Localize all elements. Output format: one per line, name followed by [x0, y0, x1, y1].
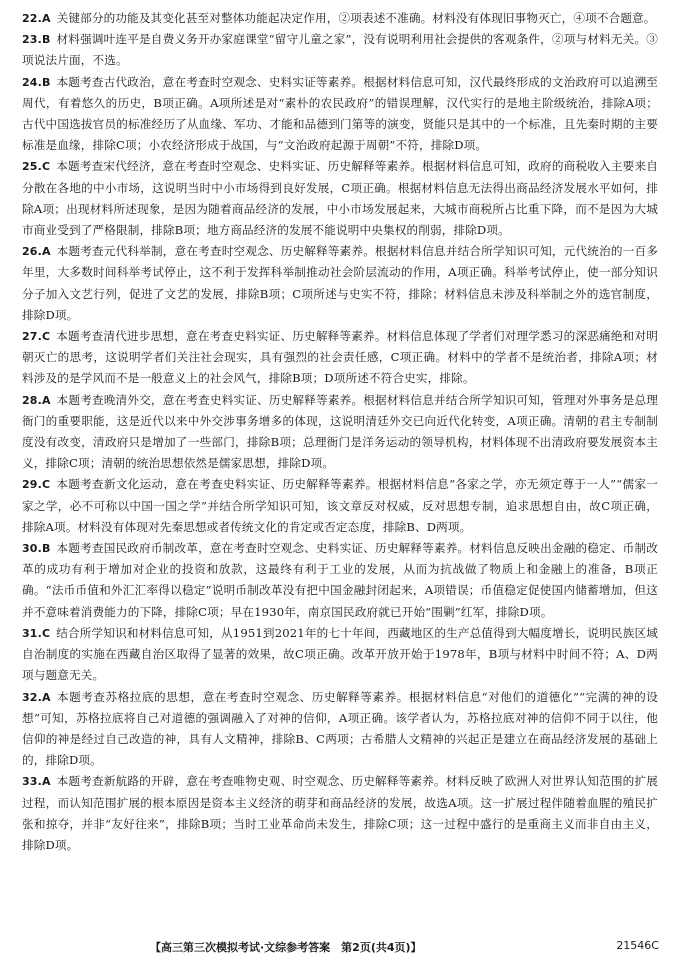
answer-letter: C: [41, 626, 51, 640]
answer-letter: A: [41, 775, 51, 789]
question-number: 33.: [22, 775, 42, 789]
answer-letter: A: [41, 393, 51, 407]
answer-letter: A: [41, 690, 51, 704]
answer-item: [22, 771, 658, 856]
explanation-text: 本题考查宋代经济，意在考查时空观念、史料实证、历史解释等素养。根据材料信息可知，政府的商税收入主要来自分散在各地的中小市场，这说明当时中小市场得到良好发展，C项正确。根据材料信息无法得出商品经济发展水平如何，排除A项；出现材料所述现象，是因为随着商品经济的发展，中小市场发展起来，大城市商税所占比重下降，而不是因为大城市商业受到了严格限制，排除B项；地方商品经济的发展不能说明中央集权的削弱，排除D项。: [22, 159, 658, 238]
answer-item: [22, 687, 658, 772]
explanation-text: 本题考查古代政治，意在考查时空观念、史料实证等素养。根据材料信息可知，汉代最终形成的文治政府可以追溯至周代，有着悠久的历史，B项正确。A项所述是对“素朴的农民政府”的错误理解，汉代实行的是地主阶级统治，排除A项；古代中国选拔官员的标准经历了从血缘、军功、才能和品德到门第等的演变，贤能只是其中的一个标准，且先秦时期的主要标准是血缘，排除C项；小农经济形成于战国，与“文治政府起源于周朝”不符，排除D项。: [22, 74, 658, 153]
explanation-text: 结合所学知识和材料信息可知，从1951到2021年的七十年间，西藏地区的生产总值得到大幅度增长，说明民族区域自治制度的实施在西藏自治区取得了显著的效果，故C项正确。改革开放开始于1978年，B项与材料中时间不符；A、D两项与题意无关。: [22, 625, 658, 683]
question-number: 23.: [22, 33, 42, 47]
question-number: 27.: [22, 330, 42, 344]
footer-code: 21546C: [616, 939, 659, 952]
question-number: 28.: [22, 393, 42, 407]
question-number: 29.: [22, 478, 42, 492]
answer-letter: B: [41, 542, 51, 556]
question-number: 31.: [22, 626, 42, 640]
answer-item: [22, 390, 658, 475]
explanation-text: 本题考查元代科举制，意在考查时空观念、历史解释等素养。根据材料信息并结合所学知识可知，元代统治的一百多年里，大多数时间科举考试停止，这不利于发挥科举制推动社会阶层流动的作用，A项正确。科举考试停止，使一部分知识分子加入文艺行列，促进了文艺的发展，排除B项；C项所述与史实不符，排除；材料信息未涉及科举制之外的选官制度，排除D项。: [22, 244, 658, 322]
question-number: 25.: [22, 160, 42, 174]
answer-item: [22, 72, 658, 157]
question-number: 30.: [22, 542, 42, 556]
answer-letter: A: [41, 245, 51, 259]
explanation-text: 本题考查清代进步思想，意在考查史料实证、历史解释等素养。材料信息体现了学者们对理学悉习的深恶痛绝和对明朝灭亡的思考，这说明学者们关注社会现实，具有强烈的社会责任感，C项正确。材料中的学者不是统治者，排除A项；材料涉及的是学风而不是一般意义上的社会风气，排除B项；D项所述不符合史实，排除。: [22, 329, 658, 386]
explanation-text: 本题考查苏格拉底的思想，意在考查时空观念、历史解释等素养。根据材料信息“对他们的道德化”“完满的神的设想”可知，苏格拉底将自己对道德的强调融入了对神的信仰，A项正确。该学者认为，苏格拉底对神的信仰不同于以往，他信仰的神是经过自己改造的神，具有人文精神，排除B、C两项；古希腊人文精神的兴起正是建立在商品经济发展的基础上的，排除D项。: [22, 689, 658, 768]
question-number: 26.: [22, 245, 42, 259]
explanation-text: 本题考查晚清外交，意在考查史料实证、历史解释等素养。根据材料信息并结合所学知识可知，管理对外事务是总理衙门的重要职能，这是近代以来中外交涉事务增多的体现，这说明清廷外交已向近代化转变，A项正确。清朝的君主专制制度没有改变，清政府只是增加了一些部门，排除B项；总理衙门是洋务运动的领导机构，材料体现不出清政府要发展资本主义，排除C项；清朝的统治思想依然是儒家思想，排除D项。: [22, 392, 658, 471]
question-number: 32.: [22, 690, 42, 704]
answer-letter: C: [41, 478, 51, 492]
answer-letter: B: [41, 33, 51, 47]
answer-list: [22, 8, 658, 856]
explanation-text: 材料强调叶连平是自费义务开办家庭课堂“留守儿童之家”，没有说明利用社会提供的客观条件，②项与材料无关。③项说法片面，不选。: [22, 32, 658, 68]
explanation-text: 本题考查新航路的开辟，意在考查唯物史观、时空观念、历史解释等素养。材料反映了欧洲人对世界认知范围的扩展过程，而认知范围扩展的根本原因是资本主义经济的萌芽和商品经济的发展，故选A项。这一扩展过程伴随着血腥的殖民扩张和掠夺，并非“友好往来”，排除B项；当时工业革命尚未发生，排除C项；这一过程中盛行的是重商主义而非自由主义，排除D项。: [22, 774, 658, 852]
answer-item: [22, 538, 658, 623]
answer-item: [22, 8, 658, 29]
answer-letter: C: [41, 160, 51, 174]
answer-item: [22, 326, 658, 390]
question-number: 24.: [22, 75, 42, 89]
answer-letter: A: [41, 12, 51, 25]
answer-item: [22, 474, 658, 538]
answer-item: [22, 29, 658, 71]
question-number: 22.: [22, 12, 42, 25]
answer-item: [22, 241, 658, 326]
answer-item: [22, 156, 658, 241]
explanation-text: 本题考查国民政府币制改革，意在考查时空观念、史料实证、历史解释等素养。材料信息反映出金融的稳定、币制改革的成功有利于增加对企业的投资和放款，这最终有利于工业的发展，从而为抗战做了物质上和金融上的准备，B项正确。“法币币值和外汇汇率得以稳定”说明币制改革没有把中国金融封闭起来，A项错误；币值稳定促使国内储蓄增加，但这并不意味着消费能力的下降，排除C项；早在1930年，南京国民政府就已开始“围剿”红军，排除D项。: [22, 541, 658, 619]
answer-item: [22, 623, 658, 687]
explanation-text: 本题考查新文化运动，意在考查史料实证、历史解释等素养。根据材料信息“各家之学，亦无须定尊于一人”“儒家一家之学，必不可称以中国一国之学”并结合所学知识可知，该文章反对权威，反对思想专制，追求思想自由，故C项正确，排除A项。材料没有体现对先秦思想或者传统文化的肯定或否定态度，排除B、D两项。: [22, 477, 658, 534]
explanation-text: 关键部分的功能及其变化甚至对整体功能起决定作用，②项表述不准确。材料没有体现旧事物灭亡，④项不合题意。: [56, 11, 656, 25]
answer-letter: B: [41, 75, 51, 89]
page-footer: [0, 937, 677, 957]
answer-letter: C: [41, 330, 51, 344]
footer-title: 【高三第三次模拟考试·文综参考答案 第2页(共4页)】: [150, 941, 422, 954]
